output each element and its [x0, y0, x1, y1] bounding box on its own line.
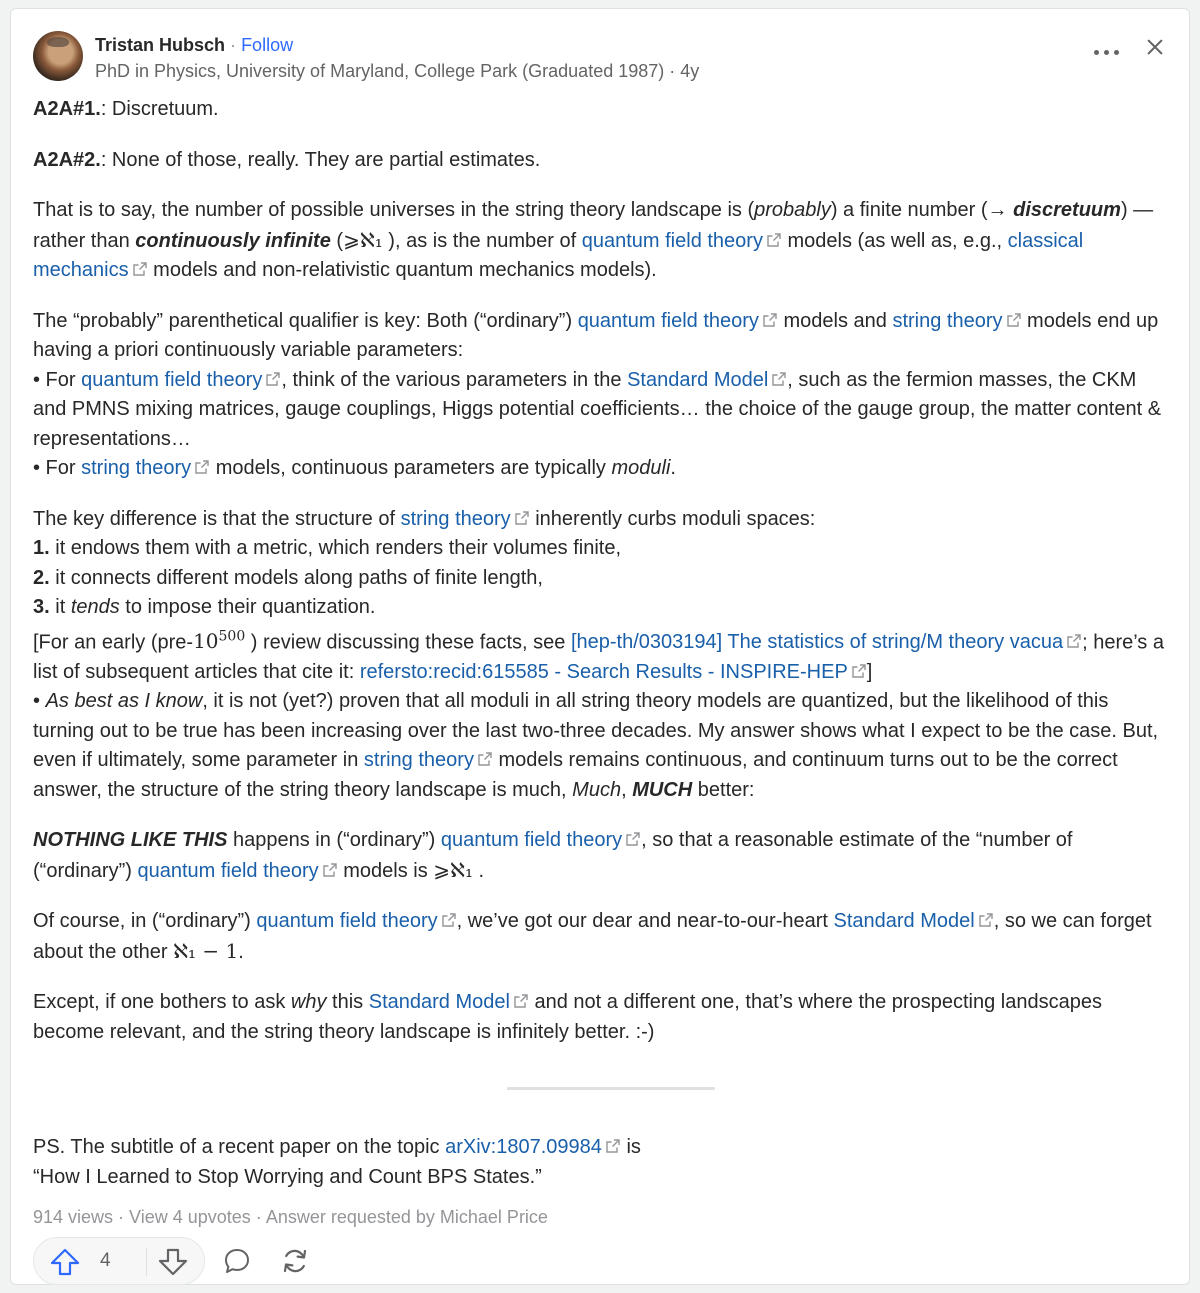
- link-arxiv-1807-09984[interactable]: [445, 1136, 621, 1158]
- text: , it is not (yet?) proven that all moduli in all string theory models are quantized, but the likelihood of this turning out to be true has been increasing over the last two-three decades. My answer shows what I expect to be the case. But, even if ultimately, some parameter in: [33, 690, 1159, 772]
- external-link-icon: [132, 261, 148, 277]
- math-exponent: 500: [218, 628, 246, 645]
- section-divider: [507, 1087, 715, 1090]
- text: Except, if one bothers to ask: [33, 991, 291, 1014]
- external-link-icon: [441, 912, 457, 928]
- link-string-theory[interactable]: [81, 457, 210, 479]
- meta-separator: ·: [250, 1207, 266, 1227]
- link-text: refersto:recid:615585 - Search Results - INSPIRE-HEP: [359, 660, 848, 683]
- vote-divider: [146, 1248, 147, 1276]
- link-quantum-field-theory[interactable]: [137, 860, 337, 882]
- text: .: [238, 940, 244, 963]
- italic-text: why: [290, 991, 327, 1014]
- external-link-icon: [194, 459, 210, 475]
- link-string-theory[interactable]: [401, 508, 530, 530]
- bold-italic-text: continuously infinite: [135, 229, 331, 252]
- math-base: 10: [193, 629, 219, 654]
- text: models, continuous parameters are typically: [210, 457, 612, 479]
- link-text: quantum field theory: [81, 368, 263, 391]
- link-text: arXiv:1807.09984: [445, 1136, 602, 1158]
- link-text: string theory: [892, 309, 1003, 332]
- external-link-icon: [1066, 633, 1082, 649]
- author-line: [95, 33, 293, 57]
- paragraph-a2a-1: [33, 95, 1169, 125]
- external-link-icon: [322, 862, 338, 878]
- text: , so that a reasonable estimate of the “number of (“ordinary”): [33, 829, 1073, 882]
- text: models end up having a priori continuously variable parameters:: [33, 309, 1159, 361]
- link-hep-th-0303194[interactable]: [571, 631, 1082, 653]
- bullet-text: • For: [33, 368, 82, 391]
- italic-text: moduli: [611, 457, 671, 479]
- link-text: quantum field theory: [581, 229, 763, 252]
- external-link-icon: [766, 232, 782, 248]
- text: inherently curbs moduli spaces:: [529, 507, 816, 530]
- vote-pill: [33, 1237, 205, 1285]
- text: and not a different one, that’s where the prospecting landscapes become relevant, and the string theory landscape is infinitely better. :-): [33, 991, 1102, 1043]
- text: [For an early (pre-: [33, 631, 194, 654]
- close-icon[interactable]: [1141, 33, 1169, 61]
- text: happens in (“ordinary”): [227, 829, 441, 852]
- text: better:: [692, 778, 755, 801]
- author-name[interactable]: Tristan Hubsch: [95, 35, 226, 55]
- italic-text: Much: [572, 778, 622, 801]
- link-quantum-field-theory[interactable]: [441, 829, 641, 851]
- credential-text[interactable]: PhD in Physics, University of Maryland, College Park (Graduated 1987): [95, 61, 665, 81]
- text: The key difference is that the structure of: [33, 507, 401, 530]
- text: “How I Learned to Stop Worrying and Count BPS States.”: [33, 1165, 542, 1188]
- link-text: string theory: [363, 749, 474, 772]
- downvote-button[interactable]: [158, 1248, 188, 1276]
- view-upvotes-link[interactable]: View 4 upvotes: [129, 1207, 251, 1227]
- text: , such as the fermion masses, the CKM and PMNS mixing matrices, gauge couplings, Higgs potential coefficients… the choice of the gauge group, the matter content & representations…: [33, 368, 1162, 450]
- a2a-2-text: : None of those, really. They are partial estimates.: [100, 148, 541, 171]
- text: , we’ve got our dear and near-to-our-heart: [456, 910, 834, 933]
- text: .: [670, 457, 676, 479]
- text: models and: [777, 309, 893, 332]
- text: models (as well as, e.g.,: [781, 229, 1008, 252]
- text: ) review discussing these facts, see: [245, 631, 571, 654]
- link-text: quantum field theory: [137, 859, 319, 882]
- requested-by: Answer requested by Michael Price: [265, 1207, 548, 1227]
- text: (: [330, 229, 344, 252]
- text: it: [49, 596, 71, 618]
- author-credential: [95, 59, 699, 83]
- link-text: string theory: [81, 457, 192, 479]
- postscript: [33, 1133, 1169, 1192]
- external-link-icon: [625, 831, 641, 847]
- paragraph-5: [33, 505, 1169, 806]
- external-link-icon: [978, 912, 994, 928]
- paragraph-a2a-2: [33, 146, 1169, 176]
- meta-separator: ·: [113, 1207, 130, 1227]
- link-text: quantum field theory: [256, 910, 438, 933]
- text: PS. The subtitle of a recent paper on the topic: [33, 1136, 446, 1158]
- text: models remains continuous, and continuum turns out to be the correct answer, the structure of the string theory landscape is much,: [33, 749, 1118, 801]
- paragraph-3: [33, 196, 1169, 286]
- link-text: Standard Model: [833, 910, 975, 933]
- upvote-arrow-icon: [50, 1248, 80, 1276]
- text: ,: [621, 778, 633, 801]
- text: , so we can forget about the other: [33, 910, 1152, 963]
- link-quantum-field-theory[interactable]: [256, 910, 456, 932]
- text: is: [620, 1136, 641, 1158]
- bold-italic-text: MUCH: [632, 778, 693, 801]
- answer-age[interactable]: · 4y: [669, 61, 700, 81]
- paragraph-4: [33, 307, 1169, 484]
- external-link-icon: [771, 371, 787, 387]
- view-count: 914 views: [33, 1207, 114, 1227]
- link-standard-model[interactable]: [369, 991, 529, 1013]
- more-dots-icon: [1094, 50, 1099, 55]
- text: ) —rather than: [33, 199, 1154, 252]
- a2a-2-label: A2A#2.: [33, 148, 101, 171]
- bold-italic-text: NOTHING LIKE THIS: [33, 829, 228, 852]
- share-button[interactable]: [281, 1247, 309, 1275]
- bullet-text: •: [33, 690, 46, 713]
- text: ) a finite number (→: [830, 199, 1014, 221]
- author-avatar[interactable]: [33, 31, 83, 81]
- math-expression: ℵ₁ − 1: [173, 938, 239, 963]
- downvote-arrow-icon: [158, 1248, 188, 1276]
- text: models and non-relativistic quantum mechanics models).: [147, 259, 657, 281]
- comment-bubble-icon: [223, 1247, 251, 1275]
- upvote-button[interactable]: [50, 1248, 80, 1276]
- action-bar: [33, 1231, 533, 1283]
- text: ; here’s a list of subsequent articles that cite it:: [33, 631, 1164, 683]
- external-link-icon: [265, 371, 281, 387]
- text: ]: [866, 660, 873, 683]
- answer-body: [33, 95, 1169, 1068]
- a2a-1-text: : Discretuum.: [100, 98, 219, 120]
- text: it endows them with a metric, which renders their volumes finite,: [49, 537, 622, 559]
- more-options-button[interactable]: [1090, 41, 1124, 65]
- external-link-icon: [605, 1138, 621, 1154]
- paragraph-6: [33, 826, 1169, 886]
- link-text: [hep-th/0303194] The statistics of string/M theory vacua: [570, 631, 1064, 654]
- text: it connects different models along paths of finite length,: [49, 566, 543, 589]
- text: , think of the various parameters in the: [281, 368, 628, 391]
- bold-italic-text: discretuum: [1013, 199, 1121, 221]
- link-text: classical mechanics: [33, 229, 1084, 281]
- more-dots-icon: [1114, 50, 1119, 55]
- link-standard-model[interactable]: [834, 910, 994, 932]
- text: That is to say, the number of possible universes in the string theory landscape is (: [33, 199, 755, 221]
- italic-text: tends: [70, 596, 120, 618]
- answer-card: [10, 8, 1190, 1285]
- link-inspire-hep[interactable]: [360, 661, 867, 683]
- link-text: Standard Model: [368, 991, 510, 1014]
- more-dots-icon: [1104, 50, 1109, 55]
- paragraph-8: [33, 988, 1169, 1047]
- answer-meta: [33, 1205, 548, 1229]
- text: this: [326, 991, 369, 1014]
- link-text: string theory: [400, 507, 511, 530]
- external-link-icon: [477, 751, 493, 767]
- external-link-icon: [762, 312, 778, 328]
- text: The “probably” parenthetical qualifier is key: Both (“ordinary”): [33, 309, 578, 332]
- text: ), as is the number of: [382, 229, 582, 252]
- author-dot-separator: ·: [230, 35, 237, 55]
- list-number: 3.: [33, 596, 50, 618]
- answer-header: [33, 31, 1169, 87]
- external-link-icon: [513, 993, 529, 1009]
- math-expression: [193, 629, 245, 653]
- paragraph-7: [33, 907, 1169, 967]
- external-link-icon: [514, 510, 530, 526]
- math-expression: ⩾ℵ₁: [433, 857, 473, 882]
- upvote-count: 4: [100, 1250, 111, 1271]
- link-string-theory[interactable]: [892, 310, 1021, 332]
- link-text: quantum field theory: [577, 309, 759, 332]
- bullet-text: • For: [33, 457, 82, 479]
- link-quantum-field-theory[interactable]: [81, 369, 281, 391]
- text: Of course, in (“ordinary”): [33, 910, 257, 933]
- a2a-1-label: A2A#1.: [33, 98, 101, 120]
- text: .: [472, 859, 485, 882]
- comment-button[interactable]: [223, 1247, 251, 1275]
- text: to impose their quantization.: [119, 596, 376, 618]
- external-link-icon: [851, 663, 867, 679]
- list-number: 1.: [33, 537, 50, 559]
- link-text: quantum field theory: [440, 829, 623, 852]
- link-standard-model[interactable]: [627, 369, 787, 391]
- italic-text: As best as I know: [45, 690, 203, 713]
- text: models is: [337, 859, 434, 882]
- italic-text: probably: [754, 199, 831, 221]
- share-cycle-icon: [281, 1247, 309, 1275]
- link-text: Standard Model: [627, 368, 769, 391]
- link-quantum-field-theory[interactable]: [578, 310, 778, 332]
- math-expression: ⩾ℵ₁: [343, 227, 383, 252]
- link-quantum-field-theory[interactable]: [582, 230, 782, 252]
- link-string-theory[interactable]: [364, 749, 493, 771]
- follow-button[interactable]: Follow: [241, 35, 294, 55]
- external-link-icon: [1006, 312, 1022, 328]
- list-number: 2.: [33, 566, 50, 589]
